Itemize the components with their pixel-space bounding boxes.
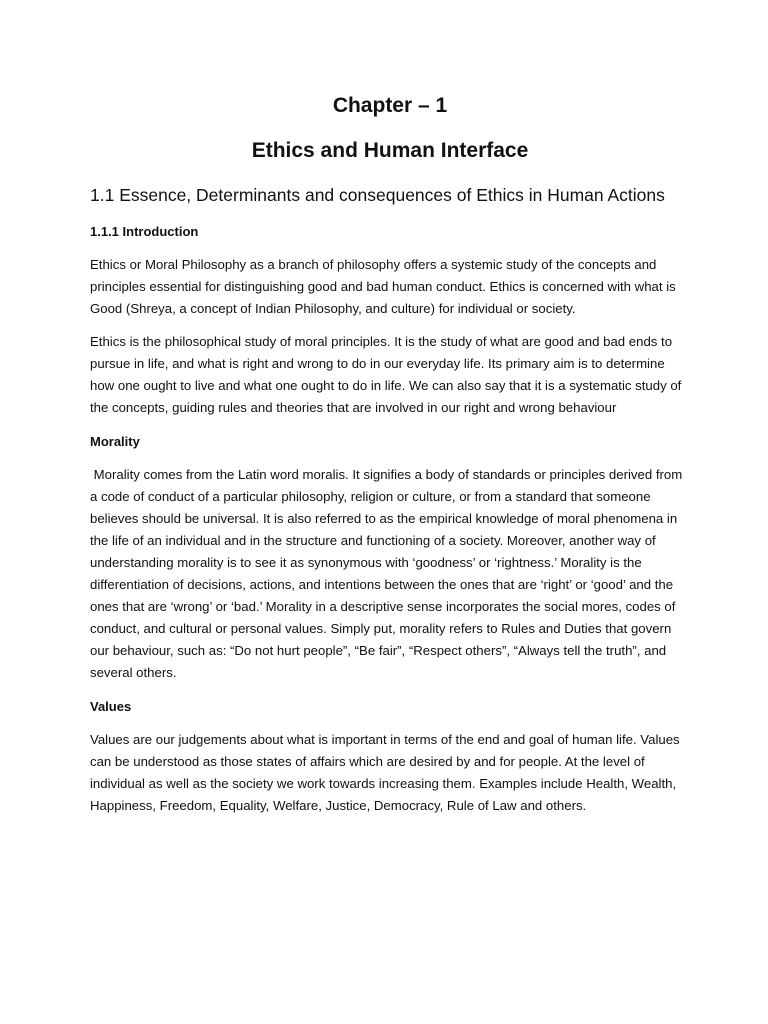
chapter-title: Ethics and Human Interface <box>251 139 529 163</box>
values-paragraph: Values are our judgements about what is important in terms of the end and goal of human life. Values can be understood as those states of affairs which are desired by and for people. At the level of individual as well as the society we work towards increasing them. Examples include Health, Wealth, Happiness, Freedom, Equality, Welfare, Justice, Democracy, Rule of Law and others. <box>90 731 680 813</box>
introduction-heading: 1.1.1 Introduction <box>90 223 199 239</box>
values-heading: Values <box>90 698 132 714</box>
chapter-number: Chapter – 1 <box>332 94 448 117</box>
document-page <box>90 92 690 817</box>
morality-heading: Morality <box>90 433 140 449</box>
introduction-paragraph-2: Ethics is the philosophical study of moral principles. It is the study of what are good and bad ends to pursue in life, and what is right and wrong to do in our everyday life. Its primary aim is to determine how one ought to live and what one ought to do in life. We can also say that it is a systematic study of the concepts, guiding rules and theories that are involved in our right and wrong behaviour <box>90 333 682 415</box>
introduction-paragraph-1: Ethics or Moral Philosophy as a branch of philosophy offers a systemic study of the concepts and principles essential for distinguishing good and bad human conduct. Ethics is concerned with what is Good (Shreya, a concept of Indian Philosophy, and culture) for individual or society. <box>90 256 676 316</box>
section-heading: 1.1 Essence, Determinants and consequences of Ethics in Human Actions <box>90 184 665 205</box>
morality-paragraph: Morality comes from the Latin word moralis. It signifies a body of standards or principles derived from a code of conduct of a particular philosophy, religion or culture, or from a standard that someone believes should be universal. It is also referred to as the empirical knowledge of moral phenomena in the life of an individual and in the structure and functioning of a society. Moreover, another way of understanding morality is to see it as synonymous with ‘goodness’ or ‘rightness.’ Morality is the differentiation of decisions, actions, and intentions between the ones that are ‘right’ or ‘good’ and the ones that are ‘wrong’ or ‘bad.’ Morality in a descriptive sense incorporates the social mores, codes of conduct, and cultural or personal values. Simply put, morality refers to Rules and Duties that govern our behaviour, such as: “Do not hurt people”, “Be fair”, “Respect others”, “Always tell the truth”, and several others. <box>90 466 686 680</box>
